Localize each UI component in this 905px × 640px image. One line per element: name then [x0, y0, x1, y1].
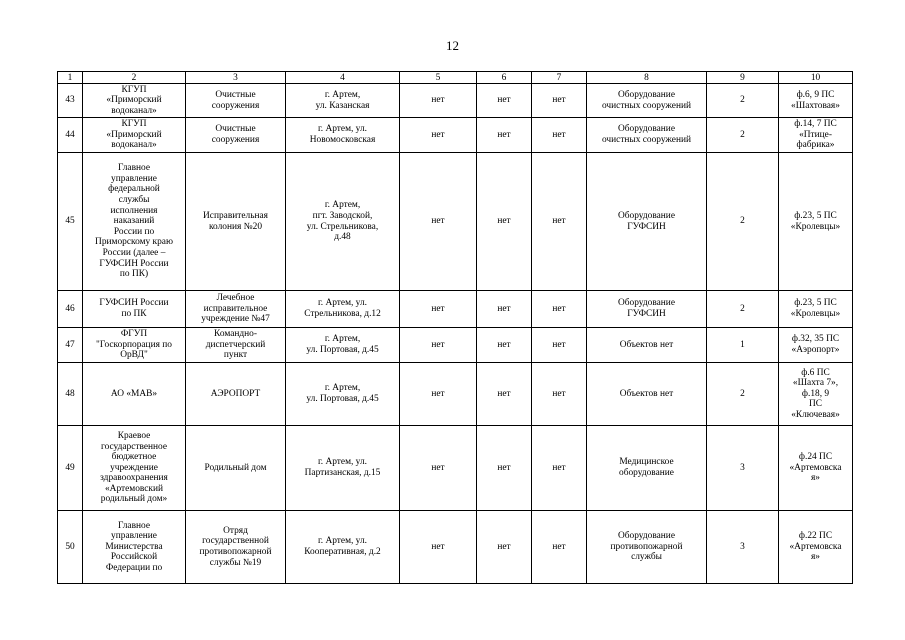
address-cell [286, 118, 400, 153]
organization-cell [83, 153, 186, 291]
equipment-cell-line: Оборудование [617, 210, 675, 221]
table-row [58, 328, 853, 363]
organization-cell-line: России по [113, 226, 155, 237]
object-cell-line: диспетчерский [205, 339, 266, 350]
feeder-cell [779, 328, 853, 363]
address-cell-line: Партизанская, д.15 [304, 468, 381, 478]
organization-cell-line: службы [118, 195, 150, 206]
organization-cell-line: Российской [110, 552, 158, 563]
column-header: 8 [587, 72, 707, 84]
row-number-cell: 47 [58, 328, 83, 363]
organization-cell-line: Приморскому краю [95, 237, 173, 248]
column-6-cell: нет [477, 291, 532, 328]
column-9-cell: 2 [707, 153, 779, 291]
address-cell [286, 153, 400, 291]
column-header: 5 [400, 72, 477, 84]
column-header: 10 [779, 72, 853, 84]
feeder-cell-line: ф.18, 9 [801, 388, 830, 399]
address-cell [286, 363, 400, 426]
table-row [58, 291, 853, 328]
column-header: 9 [707, 72, 779, 84]
table-row [58, 84, 853, 118]
organization-cell-line: КГУП [121, 84, 147, 95]
organization-cell-line: исполнения [110, 205, 158, 216]
row-number-cell: 48 [58, 363, 83, 426]
column-9-cell: 2 [707, 118, 779, 153]
organization-cell-line: по ПК [121, 309, 147, 319]
organization-cell-line: учреждение [110, 462, 158, 473]
equipment-cell-line: Оборудование [617, 124, 675, 135]
organization-cell-line: «Артемовский [104, 483, 164, 494]
row-number-cell: 46 [58, 291, 83, 328]
address-cell-line: г. Артем, ул. [318, 457, 367, 468]
equipment-cell-line: ГУФСИН [627, 309, 666, 319]
organization-cell-line: водоканал» [111, 140, 157, 151]
column-7-cell: нет [532, 426, 587, 511]
equipment-cell-line: Оборудование [617, 89, 675, 100]
column-header: 2 [83, 72, 186, 84]
equipment-cell-line: противопожарной [610, 541, 683, 552]
feeder-cell [779, 426, 853, 511]
column-6-cell: нет [477, 426, 532, 511]
organization-cell-line: бюджетное [111, 452, 157, 463]
feeder-cell [779, 84, 853, 118]
equipment-cell-line: ГУФСИН [627, 221, 666, 232]
feeder-cell [779, 511, 853, 584]
organization-cell-line: управление [111, 173, 157, 184]
table-row [58, 363, 853, 426]
column-number-row [58, 72, 853, 84]
address-cell-line: Кооперативная, д.2 [304, 547, 381, 557]
column-5-cell: нет [400, 426, 477, 511]
equipment-cell [587, 363, 707, 426]
column-7-cell: нет [532, 153, 587, 291]
table-row [58, 153, 853, 291]
feeder-cell-line: фабрика» [796, 140, 835, 151]
organization-cell-line: «Приморский [106, 129, 162, 140]
feeder-cell [779, 363, 853, 426]
column-6-cell: нет [477, 363, 532, 426]
object-cell-line: Исправительная [203, 210, 268, 221]
column-5-cell: нет [400, 363, 477, 426]
object-cell [186, 291, 286, 328]
organization-cell-line: федеральной [108, 184, 160, 195]
address-cell-line: г. Артем, ул. [318, 536, 367, 547]
column-9-cell: 1 [707, 328, 779, 363]
equipment-cell-line: Оборудование [617, 531, 675, 542]
feeder-cell-line: ф.32, 35 ПС [791, 334, 840, 345]
column-9-cell: 2 [707, 291, 779, 328]
feeder-cell-line: ф.23, 5 ПС [794, 210, 837, 221]
column-header: 3 [186, 72, 286, 84]
column-5-cell: нет [400, 328, 477, 363]
column-7-cell: нет [532, 511, 587, 584]
page-number: 12 [446, 38, 459, 53]
organization-cell [83, 328, 186, 363]
column-6-cell: нет [477, 84, 532, 118]
equipment-cell-line: Медицинское [619, 457, 674, 468]
organization-cell [83, 118, 186, 153]
column-5-cell: нет [400, 291, 477, 328]
column-9-cell: 2 [707, 84, 779, 118]
organization-cell-line: ФГУП [120, 329, 148, 340]
organization-cell-line: управление [111, 531, 157, 542]
feeder-cell-line: «Птице- [799, 129, 832, 140]
column-7-cell: нет [532, 291, 587, 328]
object-cell-line: учреждение №47 [201, 314, 270, 325]
organization-cell-line: Главное [118, 520, 150, 531]
feeder-cell-line: ф.24 ПС [798, 452, 833, 463]
row-number-cell: 43 [58, 84, 83, 118]
column-header: 1 [58, 72, 83, 84]
object-cell-line: Родильный дом [204, 462, 267, 473]
feeder-cell-line: ф.22 ПС [798, 531, 833, 542]
address-cell-line: ул. Портовая, д.45 [306, 394, 379, 404]
organization-cell-line: здравоохранения [100, 473, 168, 484]
document-table [57, 71, 853, 584]
equipment-cell [587, 153, 707, 291]
feeder-cell-line: «Кролевцы» [790, 221, 841, 232]
organization-cell-line: по ПК) [119, 269, 149, 280]
organization-cell-line: наказаний [113, 216, 155, 227]
address-cell-line: г. Артем, [324, 334, 361, 345]
column-5-cell: нет [400, 511, 477, 584]
organization-cell-line: «Приморский [106, 95, 162, 106]
feeder-cell [779, 291, 853, 328]
equipment-cell [587, 426, 707, 511]
object-cell [186, 426, 286, 511]
feeder-cell-line: ПС [808, 399, 823, 410]
address-cell-line: ул. Стрельникова, [306, 221, 379, 232]
column-7-cell: нет [532, 363, 587, 426]
organization-cell-line: родильный дом» [100, 494, 168, 505]
object-cell-line: Лечебное [216, 293, 255, 304]
column-header: 4 [286, 72, 400, 84]
organization-cell [83, 363, 186, 426]
organization-cell-line: АО «МАВ» [110, 388, 158, 399]
address-cell [286, 426, 400, 511]
organization-cell-line: Федерации по [105, 562, 163, 573]
column-5-cell: нет [400, 153, 477, 291]
organization-cell-line: государственное [100, 441, 168, 452]
address-cell-line: пгт. Заводской, [312, 210, 373, 221]
equipment-cell-line: Объектов нет [619, 388, 674, 399]
object-cell-line: исправительное [203, 303, 268, 314]
row-number-cell: 44 [58, 118, 83, 153]
feeder-cell-line: «Шахта 7», [792, 378, 839, 389]
organization-cell-line: "Госкорпорация по [96, 339, 172, 350]
feeder-cell-line: «Аэропорт» [791, 345, 840, 355]
organization-cell-line: Краевое [117, 430, 151, 441]
address-cell-line: Новомосковская [309, 135, 376, 145]
object-cell [186, 118, 286, 153]
object-cell-line: Очистные [215, 124, 256, 135]
column-6-cell: нет [477, 153, 532, 291]
organization-cell [83, 426, 186, 511]
row-number-cell: 50 [58, 511, 83, 584]
object-cell [186, 153, 286, 291]
object-cell-line: сооружения [211, 135, 260, 145]
feeder-cell-line: «Ключевая» [791, 409, 840, 420]
equipment-cell-line: службы [631, 552, 662, 563]
table-row [58, 118, 853, 153]
feeder-cell [779, 153, 853, 291]
feeder-cell-line: «Артемовска [789, 541, 842, 552]
table-row [58, 511, 853, 584]
equipment-cell-line: оборудование [619, 468, 674, 478]
equipment-cell [587, 291, 707, 328]
equipment-cell [587, 328, 707, 363]
organization-cell-line: ГУФСИН России [99, 258, 169, 269]
feeder-cell-line: я» [811, 552, 820, 563]
object-cell-line: Очистные [215, 89, 256, 100]
object-cell [186, 363, 286, 426]
equipment-cell [587, 84, 707, 118]
object-cell-line: Отряд [223, 525, 248, 536]
organization-cell [83, 511, 186, 584]
feeder-cell-line: я» [811, 473, 820, 484]
address-cell [286, 328, 400, 363]
row-number-cell: 49 [58, 426, 83, 511]
feeder-cell-line: «Артемовска [789, 462, 842, 473]
feeder-cell-line: ф.6 ПС [801, 367, 830, 378]
object-cell-line: государственной [202, 536, 269, 547]
object-cell-line: службы №19 [209, 557, 262, 568]
equipment-cell [587, 511, 707, 584]
table-row [58, 426, 853, 511]
address-cell-line: г. Артем, ул. [318, 124, 367, 135]
equipment-cell-line: очистных сооружений [601, 100, 691, 111]
address-cell-line: Стрельникова, д.12 [304, 309, 381, 319]
feeder-cell-line: ф.14, 7 ПС [794, 119, 837, 130]
organization-cell [83, 84, 186, 118]
column-header: 7 [532, 72, 587, 84]
equipment-cell-line: Объектов нет [619, 339, 674, 350]
object-cell-line: пункт [223, 350, 248, 361]
address-cell-line: г. Артем, [324, 383, 361, 394]
equipment-cell-line: очистных сооружений [601, 135, 691, 145]
address-cell-line: ул. Казанская [315, 100, 370, 111]
feeder-cell [779, 118, 853, 153]
equipment-cell-line: Оборудование [617, 298, 675, 309]
object-cell-line: АЭРОПОРТ [210, 388, 261, 399]
address-cell [286, 511, 400, 584]
column-9-cell: 2 [707, 363, 779, 426]
object-cell [186, 511, 286, 584]
feeder-cell-line: «Кролевцы» [790, 309, 841, 319]
table-body [58, 84, 853, 584]
organization-cell-line: КГУП [121, 119, 147, 130]
column-9-cell: 3 [707, 511, 779, 584]
column-7-cell: нет [532, 84, 587, 118]
organization-cell-line: ОрВД" [120, 350, 148, 361]
address-cell-line: г. Артем, ул. [318, 298, 367, 309]
object-cell-line: Командно- [214, 329, 257, 340]
row-number-cell: 45 [58, 153, 83, 291]
column-header: 6 [477, 72, 532, 84]
address-cell [286, 291, 400, 328]
address-cell-line: д.48 [334, 232, 351, 243]
address-cell-line: ул. Портовая, д.45 [306, 345, 379, 355]
column-6-cell: нет [477, 511, 532, 584]
column-7-cell: нет [532, 118, 587, 153]
column-6-cell: нет [477, 328, 532, 363]
organization-cell-line: России (далее – [102, 247, 166, 258]
feeder-cell-line: ф.23, 5 ПС [794, 298, 837, 309]
organization-cell-line: Министерства [105, 541, 163, 552]
object-cell [186, 328, 286, 363]
column-7-cell: нет [532, 328, 587, 363]
organization-cell-line: водоканал» [111, 105, 157, 116]
address-cell-line: г. Артем, [324, 200, 361, 211]
object-cell-line: сооружения [211, 100, 260, 111]
address-cell-line: г. Артем, [324, 89, 361, 100]
feeder-cell-line: «Шахтовая» [791, 100, 840, 111]
object-cell-line: противопожарной [199, 547, 272, 557]
column-5-cell: нет [400, 118, 477, 153]
object-cell-line: колония №20 [208, 221, 263, 232]
feeder-cell-line: ф.6, 9 ПС [796, 89, 835, 100]
organization-cell-line: ГУФСИН России [99, 298, 169, 309]
column-5-cell: нет [400, 84, 477, 118]
organization-cell-line: Главное [118, 163, 150, 174]
organization-cell [83, 291, 186, 328]
object-cell [186, 84, 286, 118]
address-cell [286, 84, 400, 118]
column-6-cell: нет [477, 118, 532, 153]
equipment-cell [587, 118, 707, 153]
column-9-cell: 3 [707, 426, 779, 511]
